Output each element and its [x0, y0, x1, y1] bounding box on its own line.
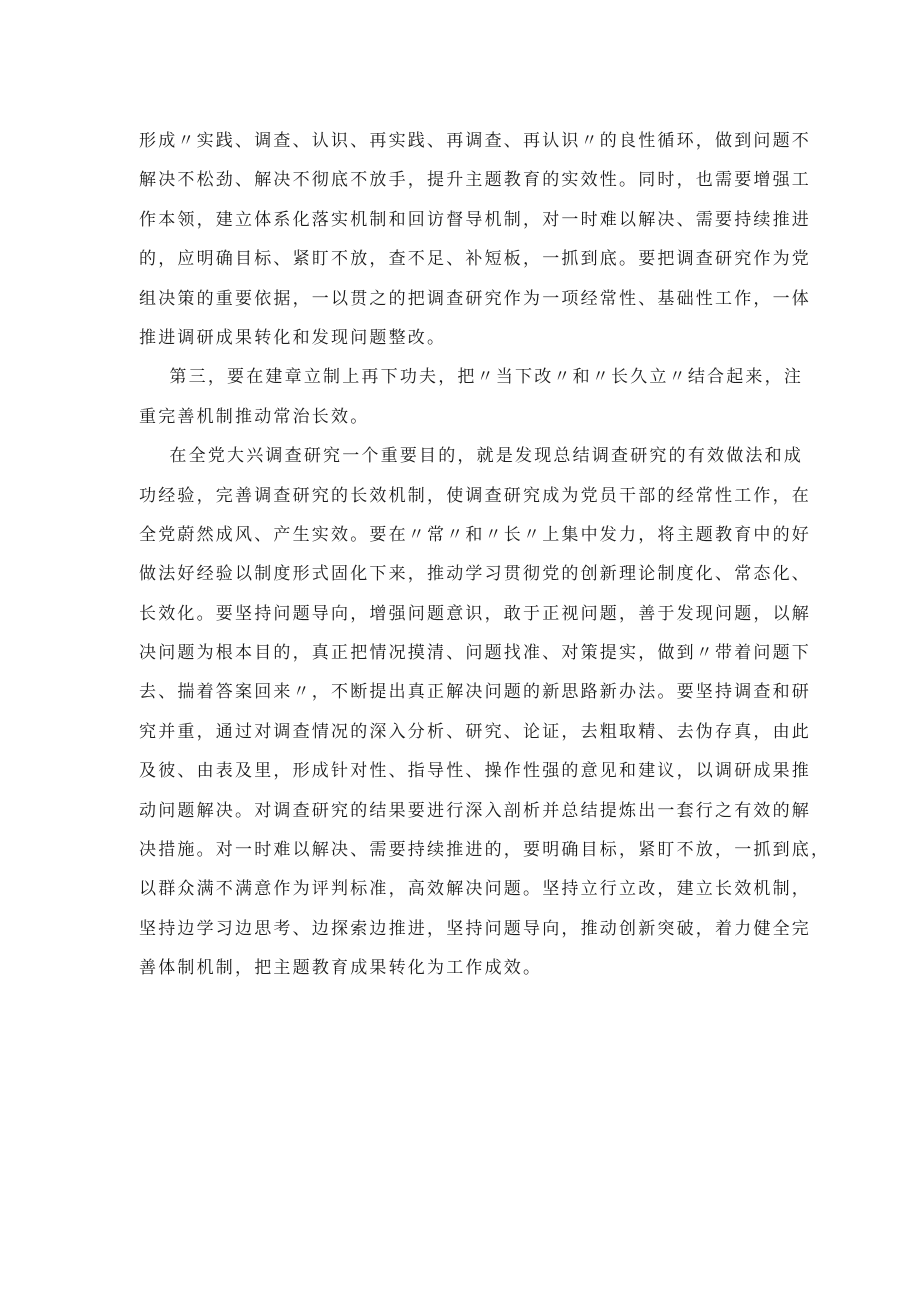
text-line: 推进调研成果转化和发现问题整改。 [139, 327, 447, 348]
document-body [139, 122, 831, 989]
text-line: 坚持边学习边思考、边探索边推进，坚持问题导向，推动创新突破，着力健全完 [139, 918, 811, 939]
text-line: 做法好经验以制度形式固化下来，推动学习贯彻党的创新理论制度化、常态化、 [139, 564, 811, 585]
paragraph-continued [139, 122, 811, 358]
text-line: 决措施。对一时难以解决、需要持续推进的，要明确目标，紧盯不放，一抓到底， [139, 840, 831, 861]
text-line: 形成〃实践、调查、认识、再实践、再调查、再认识〃的良性循环，做到问题不 [139, 131, 811, 151]
paragraph-heading-third [139, 358, 804, 437]
text-line: 的，应明确目标、紧盯不放，查不足、补短板，一抓到底。要把调查研究作为党 [139, 249, 811, 270]
text-line: 组决策的重要依据，一以贯之的把调查研究作为一项经常性、基础性工作，一体 [139, 288, 811, 309]
text-line: 以群众满不满意作为评判标准，高效解决问题。坚持立行立改，建立长效机制， [139, 879, 811, 900]
text-line: 决问题为根本目的，真正把情况摸清、问题找准、对策提实，做到〃带着问题下 [139, 643, 811, 664]
text-line: 长效化。要坚持问题导向，增强问题意识，敢于正视问题，善于发现问题，以解 [139, 603, 811, 624]
text-line: 去、揣着答案回来〃，不断提出真正解决问题的新思路新办法。要坚持调查和研 [139, 682, 811, 703]
paragraph-body [139, 437, 831, 988]
text-line: 功经验，完善调查研究的长效机制，使调查研究成为党员干部的经常性工作，在 [139, 485, 811, 506]
text-line: 动问题解决。对调查研究的结果要进行深入剖析并总结提炼出一套行之有效的解 [139, 800, 811, 821]
text-line: 解决不松劲、解决不彻底不放手，提升主题教育的实效性。同时，也需要增强工 [139, 170, 811, 191]
text-line: 善体制机制，把主题教育成果转化为工作成效。 [139, 958, 543, 979]
text-line: 重完善机制推动常治长效。 [139, 406, 370, 427]
text-line: 作本领，建立体系化落实机制和回访督导机制，对一时难以解决、需要持续推进 [139, 209, 811, 230]
text-line: 及彼、由表及里，形成针对性、指导性、操作性强的意见和建议，以调研成果推 [139, 761, 811, 782]
text-line: 第三，要在建章立制上再下功夫，把〃当下改〃和〃长久立〃结合起来，注 [139, 367, 804, 388]
text-line: 在全党大兴调查研究一个重要目的，就是发现总结调查研究的有效做法和成 [139, 446, 804, 467]
text-line: 究并重，通过对调查情况的深入分析、研究、论证，去粗取精、去伪存真，由此 [139, 721, 811, 742]
text-line: 全党蔚然成风、产生实效。要在〃常〃和〃长〃上集中发力，将主题教育中的好 [139, 524, 811, 545]
